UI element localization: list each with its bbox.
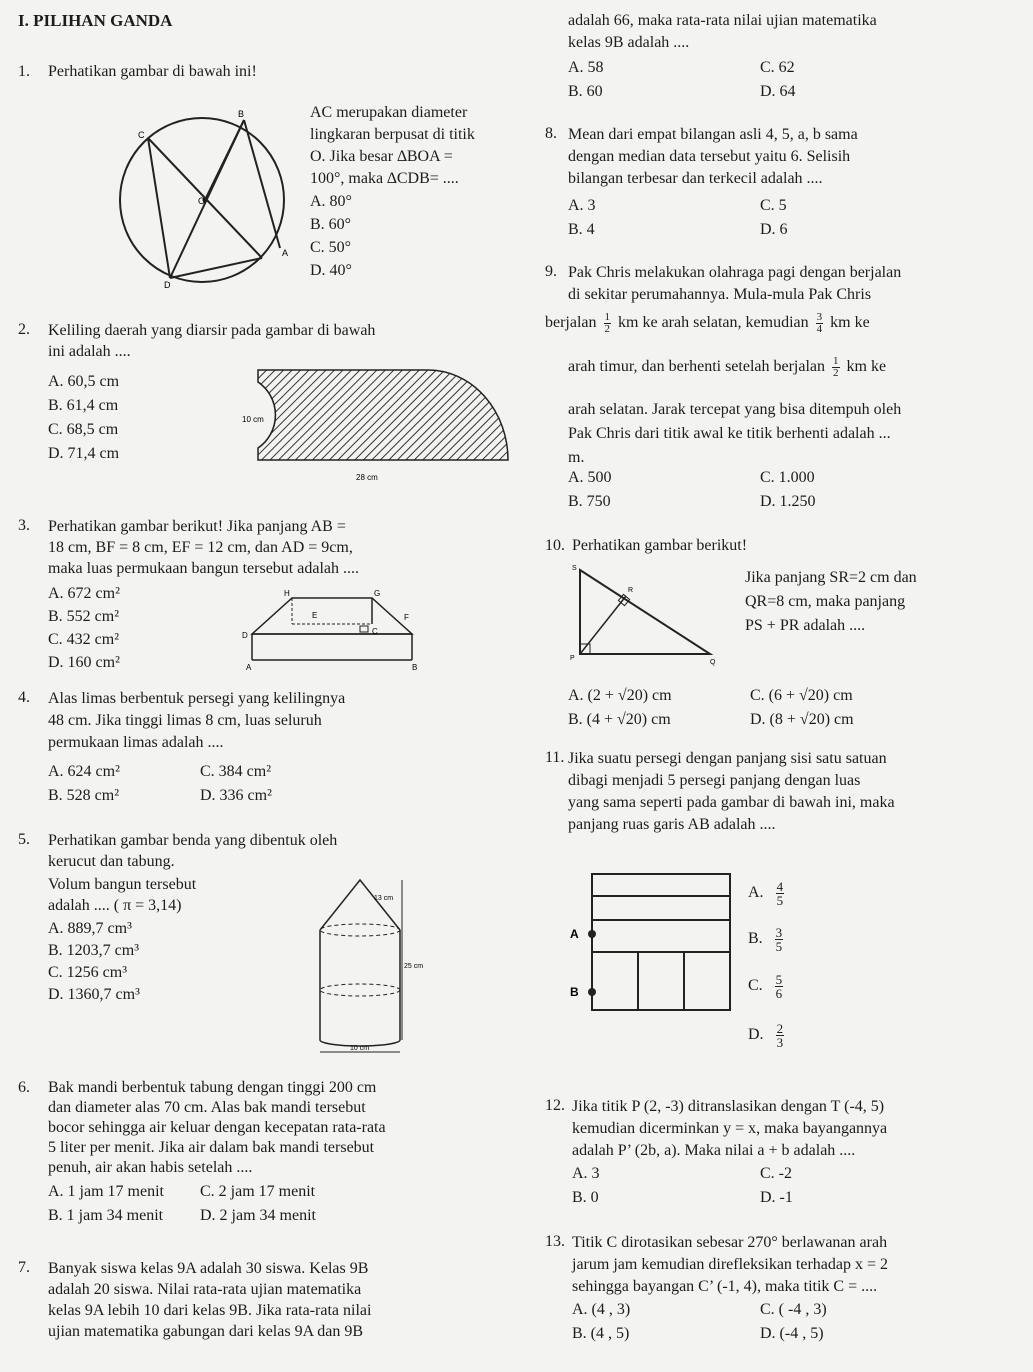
- q10-label-r: R: [628, 587, 634, 594]
- q11-option-a[interactable]: A. $\frac{4}{5}$: [748, 878, 784, 908]
- q7-option-a[interactable]: A. 58: [568, 59, 604, 76]
- q9-line4: arah timur, dan berhenti setelah berjalan $\frac{1}{2}$ km ke: [568, 355, 887, 379]
- q8-option-c[interactable]: C. 5: [760, 197, 787, 214]
- q12-option-a[interactable]: A. 3: [572, 1165, 600, 1182]
- q13-number: 13.: [545, 1233, 565, 1250]
- q5-description: Volum bangun tersebut adalah .... ( π = 3,14): [48, 876, 197, 914]
- q9-option-a[interactable]: A. 500: [568, 469, 612, 486]
- q9-fraction-1: $\frac{1}{2}$: [604, 311, 611, 335]
- q2-option-d[interactable]: D. 71,4 cm: [48, 445, 120, 462]
- q3-label-e: E: [312, 611, 318, 620]
- q1-text: Perhatikan gambar di bawah ini!: [48, 63, 257, 80]
- q5-label-base: 10 cm: [350, 1045, 370, 1052]
- q7-continued-text: adalah 66, maka rata-rata nilai ujian matematika kelas 9B adalah ....: [568, 12, 877, 51]
- q10-triangle-figure: [568, 560, 718, 668]
- q13-option-b[interactable]: B. (4 , 5): [572, 1325, 630, 1342]
- q3-option-d[interactable]: D. 160 cm²: [48, 654, 120, 671]
- q2-label-width: 28 cm: [356, 473, 378, 482]
- q6-text: Bak mandi berbentuk tabung dengan tinggi 200 cm dan diameter alas 70 cm. Alas bak mandi tersebut bocor sehingga air keluar dengan kecepatan rata-rata 5 liter per menit. Jika air dalam bak mandi tersebut penuh, air akan habis setelah ....: [48, 1079, 386, 1176]
- q10-option-c[interactable]: C. (6 + √20) cm: [750, 687, 853, 704]
- q10-number: 10.: [545, 537, 565, 554]
- q1-label-a: A: [282, 248, 289, 258]
- q13-option-d[interactable]: D. (-4 , 5): [760, 1325, 824, 1342]
- q5-number: 5.: [18, 831, 30, 848]
- q2-options: [48, 370, 119, 466]
- q9-number: 9.: [545, 263, 557, 280]
- q11-square-figure: [560, 868, 740, 1018]
- q1-circle-figure: [110, 108, 300, 288]
- q3-prism-figure: [240, 588, 420, 672]
- q3-option-c[interactable]: C. 432 cm²: [48, 631, 120, 648]
- q8-option-b[interactable]: B. 4: [568, 221, 595, 238]
- q7-option-c[interactable]: C. 62: [760, 59, 795, 76]
- q3-label-h: H: [284, 589, 290, 598]
- q6-option-c[interactable]: C. 2 jam 17 menit: [200, 1183, 316, 1200]
- q1-label-o: O: [198, 196, 206, 206]
- q9-text-end: arah selatan. Jarak tercepat yang bisa ditempuh oleh Pak Chris dari titik awal ke titik berhenti adalah ... m.: [568, 401, 902, 466]
- q12-option-c[interactable]: C. -2: [760, 1165, 792, 1182]
- q4-number: 4.: [18, 689, 30, 706]
- q3-number: 3.: [18, 517, 30, 534]
- q3-label-g: G: [374, 589, 381, 598]
- q9-option-d[interactable]: D. 1.250: [760, 493, 816, 510]
- q10-label-s: S: [572, 565, 577, 572]
- q10-description: Jika panjang SR=2 cm dan QR=8 cm, maka panjang PS + PR adalah ....: [745, 569, 917, 634]
- q8-option-a[interactable]: A. 3: [568, 197, 596, 214]
- q3-label-d: D: [242, 631, 248, 640]
- q2-number: 2.: [18, 321, 30, 338]
- q3-option-a[interactable]: A. 672 cm²: [48, 585, 120, 602]
- q10-option-b[interactable]: B. (4 + √20) cm: [568, 711, 671, 728]
- q3-label-a: A: [246, 663, 252, 672]
- q12-number: 12.: [545, 1097, 565, 1114]
- q3-label-f: F: [404, 613, 409, 622]
- q9-fraction-3: $\frac{1}{2}$: [833, 355, 839, 379]
- q8-option-d[interactable]: D. 6: [760, 221, 788, 238]
- q10-label-q: Q: [710, 659, 716, 666]
- q1-number: 1.: [18, 63, 30, 80]
- q2-text: Keliling daerah yang diarsir pada gambar di bawah ini adalah ....: [48, 322, 376, 360]
- q1-label-b: B: [238, 109, 245, 119]
- q5-cone-tube-figure: [300, 874, 430, 1059]
- q1-label-d: D: [164, 280, 171, 288]
- q1-label-c: C: [138, 130, 145, 140]
- q11-option-b[interactable]: B. $\frac{3}{5}$: [748, 924, 783, 954]
- q8-number: 8.: [545, 125, 557, 142]
- q5-label-tube: 25 cm: [404, 963, 424, 970]
- q1-option-b[interactable]: B. 60°: [310, 216, 352, 233]
- q5-option-c[interactable]: C. 1256 cm³: [48, 964, 128, 981]
- q7-number: 7.: [18, 1259, 30, 1276]
- q9-line3: berjalan $\frac{1}{2}$ km ke arah selatan, kemudian $\frac{3}{4}$ km ke: [545, 311, 870, 335]
- q11-text: Jika suatu persegi dengan panjang sisi satu satuan dibagi menjadi 5 persegi panjang dengan luas yang sama seperti pada gambar di bawah ini, maka panjang ruas garis AB adalah ....: [568, 750, 895, 833]
- q3-label-b: B: [412, 663, 418, 672]
- q3-text: Perhatikan gambar berikut! Jika panjang AB = 18 cm, BF = 8 cm, EF = 12 cm, dan AD = 9cm, maka luas permukaan bangun tersebut adalah ....: [48, 518, 359, 577]
- q13-option-a[interactable]: A. (4 , 3): [572, 1301, 631, 1318]
- q11-options: [748, 870, 787, 1060]
- q5-option-d[interactable]: D. 1360,7 cm³: [48, 986, 140, 1003]
- q1-options: [310, 190, 352, 282]
- q2-option-c[interactable]: C. 68,5 cm: [48, 421, 119, 438]
- q4-text: Alas limas berbentuk persegi yang kelilingnya 48 cm. Jika tinggi limas 8 cm, luas seluruh permukaan limas adalah ....: [48, 690, 346, 751]
- q9-option-c[interactable]: C. 1.000: [760, 469, 815, 486]
- q7-option-b[interactable]: B. 60: [568, 83, 603, 100]
- q11-option-d[interactable]: D. $\frac{2}{3}$: [748, 1020, 784, 1050]
- q6-option-b[interactable]: B. 1 jam 34 menit: [48, 1207, 164, 1224]
- q4-option-a[interactable]: A. 624 cm²: [48, 763, 120, 780]
- q13-text: Titik C dirotasikan sebesar 270° berlawanan arah jarum jam kemudian direfleksikan terhadap x = 2 sehingga bayangan C’ (-1, 4), maka titik C = ....: [572, 1234, 889, 1295]
- q11-label-a: A: [570, 927, 579, 941]
- q10-label-p: P: [570, 655, 575, 662]
- q6-option-a[interactable]: A. 1 jam 17 menit: [48, 1183, 164, 1200]
- q5-option-b[interactable]: B. 1203,7 cm³: [48, 942, 140, 959]
- q11-option-c[interactable]: C. $\frac{5}{6}$: [748, 971, 783, 1001]
- q12-text: Jika titik P (2, -3) ditranslasikan dengan T (-4, 5) kemudian dicerminkan y = x, maka bayangannya adalah P’ (2b, a). Maka nilai a + b adalah ....: [572, 1098, 888, 1159]
- section-title: I. PILIHAN GANDA: [18, 11, 173, 30]
- q3-option-b[interactable]: B. 552 cm²: [48, 608, 120, 625]
- q5-options: [48, 918, 140, 1006]
- q2-option-b[interactable]: B. 61,4 cm: [48, 397, 119, 414]
- q1-option-a[interactable]: A. 80°: [310, 193, 352, 210]
- q7-option-d[interactable]: D. 64: [760, 83, 796, 100]
- q12-option-b[interactable]: B. 0: [572, 1189, 599, 1206]
- q7-text: Banyak siswa kelas 9A adalah 30 siswa. Kelas 9B adalah 20 siswa. Nilai rata-rata ujian matematika kelas 9A lebih 10 dari kelas 9B. Jika rata-rata nilai ujian matematika gabungan dari kelas 9A dan 9B: [48, 1260, 372, 1340]
- q9-text: Pak Chris melakukan olahraga pagi dengan berjalan di sekitar perumahannya. Mula-mula Pak Chris: [568, 264, 902, 303]
- q4-option-b[interactable]: B. 528 cm²: [48, 787, 120, 804]
- q1-description: AC merupakan diameter lingkaran berpusat di titik O. Jika besar ∆BOA = 100°, maka ∆CDB= ....: [310, 104, 475, 187]
- q11-label-b: B: [570, 985, 579, 999]
- q11-number: 11.: [545, 749, 565, 766]
- q9-option-b[interactable]: B. 750: [568, 493, 611, 510]
- q8-text: Mean dari empat bilangan asli 4, 5, a, b sama dengan median data tersebut yaitu 6. Selisih bilangan terbesar dan terkecil adalah ....: [568, 126, 858, 187]
- q5-option-a[interactable]: A. 889,7 cm³: [48, 920, 132, 937]
- q10-option-a[interactable]: A. (2 + √20) cm: [568, 687, 672, 704]
- q4-option-c[interactable]: C. 384 cm²: [200, 763, 272, 780]
- q10-option-d[interactable]: D. (8 + √20) cm: [750, 711, 854, 728]
- q13-option-c[interactable]: C. ( -4 , 3): [760, 1301, 827, 1318]
- q1-option-c[interactable]: C. 50°: [310, 239, 352, 256]
- q2-option-a[interactable]: A. 60,5 cm: [48, 373, 120, 390]
- q2-label-height: 10 cm: [242, 415, 264, 424]
- q5-text: Perhatikan gambar benda yang dibentuk oleh kerucut dan tabung.: [48, 832, 338, 870]
- q12-option-d[interactable]: D. -1: [760, 1189, 793, 1206]
- q2-shaded-figure: [238, 364, 518, 486]
- q9-fraction-2: $\frac{3}{4}$: [816, 311, 823, 335]
- q5-label-cone: 13 cm: [374, 895, 394, 902]
- q3-options: [48, 582, 120, 674]
- q6-number: 6.: [18, 1079, 30, 1096]
- q6-option-d[interactable]: D. 2 jam 34 menit: [200, 1207, 316, 1224]
- q1-option-d[interactable]: D. 40°: [310, 262, 352, 279]
- q10-text: Perhatikan gambar berikut!: [572, 537, 748, 554]
- q3-label-c: C: [372, 627, 378, 636]
- q4-option-d[interactable]: D. 336 cm²: [200, 787, 272, 804]
